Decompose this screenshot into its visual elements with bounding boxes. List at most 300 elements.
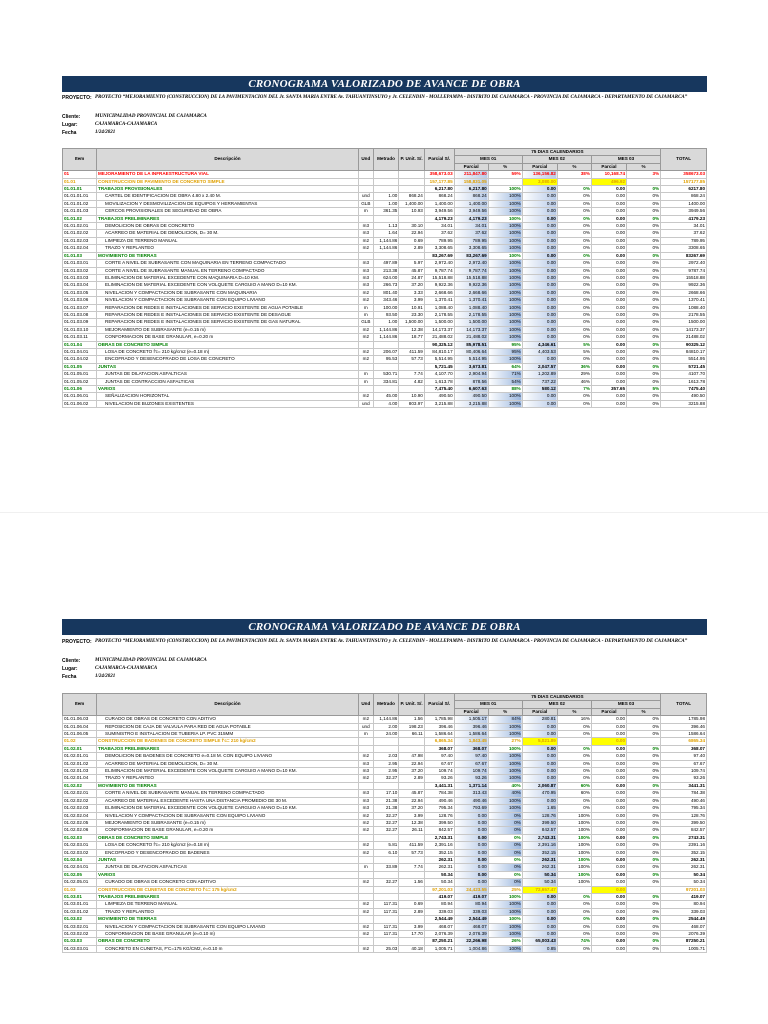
cell-mes01-pct: 100% bbox=[488, 311, 522, 318]
cell-mes01-pct: 100% bbox=[488, 908, 522, 915]
cell-mes03-pct: 0% bbox=[627, 731, 661, 738]
cell-mes02-pct: 0% bbox=[557, 208, 591, 215]
cell-mes02-pct: 0% bbox=[557, 805, 591, 812]
cell-description: CONFORMACION DE BASE GRANULAR, e=0.20 m bbox=[97, 827, 359, 834]
cell-item-code: 01.01.01.02 bbox=[63, 200, 97, 207]
cell-total: 490.50 bbox=[661, 393, 707, 400]
cell-unit bbox=[358, 856, 373, 863]
cell-parcial: 368.07 bbox=[424, 745, 454, 752]
cell-mes03-parcial: 0.00 bbox=[591, 805, 626, 812]
cell-mes01-parcial: 313.43 bbox=[454, 790, 488, 797]
cell-mes01-pct: 59% bbox=[488, 171, 522, 178]
cell-metrado: 1,144.86 bbox=[373, 237, 399, 244]
cell-total: 9922.36 bbox=[661, 282, 707, 289]
cell-metrado: 2.95 bbox=[373, 768, 399, 775]
cell-parcial: 50.34 bbox=[424, 871, 454, 878]
cell-mes01-parcial: 793.69 bbox=[454, 805, 488, 812]
cell-unit: m2 bbox=[358, 334, 373, 341]
cell-parcial: 3,949.56 bbox=[424, 208, 454, 215]
cell-unit-price: 45.87 bbox=[399, 267, 425, 274]
cell-parcial: 7,475.40 bbox=[424, 386, 454, 393]
cell-item-code: 01.01.03.05 bbox=[63, 289, 97, 296]
cell-mes01-pct: 100% bbox=[488, 916, 522, 923]
cell-mes03-parcial: 0.00 bbox=[591, 400, 626, 407]
group-row bbox=[63, 386, 707, 393]
cell-mes01-pct: 0% bbox=[488, 864, 522, 871]
cell-unit-price: 411.59 bbox=[399, 348, 425, 355]
cell-unit: m2 bbox=[358, 819, 373, 826]
cell-unit-price: 0.69 bbox=[399, 901, 425, 908]
cell-mes03-pct: 0% bbox=[627, 945, 661, 952]
col-punit: P. Unit. S/. bbox=[399, 694, 425, 716]
document-page-2 bbox=[0, 512, 768, 1024]
cell-mes03-parcial: 0.00 bbox=[591, 245, 626, 252]
cell-metrado: 95.53 bbox=[373, 356, 399, 363]
table-row bbox=[63, 326, 707, 333]
cell-mes02-pct: 100% bbox=[557, 871, 591, 878]
cell-mes01-parcial: 211,847.80 bbox=[454, 171, 488, 178]
cell-parcial: 5,721.45 bbox=[424, 363, 454, 370]
cell-mes02-parcial: 0.00 bbox=[522, 215, 557, 222]
cell-unit: m2 bbox=[358, 716, 373, 723]
cell-parcial: 842.57 bbox=[424, 827, 454, 834]
cell-unit: m bbox=[358, 864, 373, 871]
cell-parcial: 352.15 bbox=[424, 849, 454, 856]
cell-mes02-pct: 0% bbox=[557, 252, 591, 259]
cell-total: 5721.45 bbox=[661, 363, 707, 370]
cell-item-code: 01.01.02.04 bbox=[63, 245, 97, 252]
cell-item-code: 01.02.02.03 bbox=[63, 805, 97, 812]
cell-mes01-pct: 100% bbox=[488, 775, 522, 782]
cell-parcial: 1,586.64 bbox=[424, 731, 454, 738]
cell-total: 9787.74 bbox=[661, 267, 707, 274]
cell-metrado bbox=[373, 186, 399, 193]
cell-mes03-pct: 0% bbox=[627, 304, 661, 311]
cell-unit: m bbox=[358, 371, 373, 378]
cell-total: 3215.88 bbox=[661, 400, 707, 407]
cell-unit-price: 1,400.00 bbox=[399, 200, 425, 207]
cell-description: MOVIMIENTO DE TIERRAS bbox=[97, 782, 359, 789]
cell-item-code: 01 bbox=[63, 171, 97, 178]
cell-mes01-parcial: 0.00 bbox=[454, 849, 488, 856]
cell-mes02-parcial: 0.00 bbox=[522, 274, 557, 281]
group-row bbox=[63, 886, 707, 893]
table-row bbox=[63, 193, 707, 200]
cell-mes01-pct: 54% bbox=[488, 378, 522, 385]
cell-total: 368.07 bbox=[661, 745, 707, 752]
page-title: CRONOGRAMA VALORIZADO DE AVANCE DE OBRA bbox=[62, 76, 707, 92]
cell-unit: und bbox=[358, 193, 373, 200]
cell-mes03-parcial: 0.00 bbox=[591, 731, 626, 738]
cell-total: 2076.39 bbox=[661, 931, 707, 938]
cell-mes03-parcial: 10,168.74 bbox=[591, 171, 626, 178]
cell-unit: m2 bbox=[358, 753, 373, 760]
cell-unit bbox=[358, 341, 373, 348]
col-und: Und bbox=[358, 694, 373, 716]
cell-mes02-pct bbox=[557, 738, 591, 745]
cell-metrado: 117.31 bbox=[373, 923, 399, 930]
table-row bbox=[63, 827, 707, 834]
col-punit: P. Unit. S/. bbox=[399, 149, 425, 171]
cell-metrado: 334.81 bbox=[373, 378, 399, 385]
cell-unit: m3 bbox=[358, 260, 373, 267]
cell-mes01-parcial: 2,178.55 bbox=[454, 311, 488, 318]
cell-mes01-pct: 100% bbox=[488, 260, 522, 267]
cell-description: REPARACION DE REDES E INSTALACIONES DE SERVICIO EXISTENTE DE AGUA POTABLE bbox=[97, 304, 359, 311]
cell-item-code: 01.01.01.01 bbox=[63, 193, 97, 200]
cell-description: JUNTAS DE DILATACION ASFALTICAS bbox=[97, 371, 359, 378]
cell-mes01-parcial: 490.46 bbox=[454, 797, 488, 804]
cell-mes03-parcial: 0.00 bbox=[591, 282, 626, 289]
cell-item-code: 01.02.02.05 bbox=[63, 819, 97, 826]
cell-mes03-pct: 0% bbox=[627, 812, 661, 819]
cell-description: LIMPIEZA DE TERRENO MANUAL bbox=[97, 901, 359, 908]
cell-total: 358673.03 bbox=[661, 171, 707, 178]
cell-mes01-pct: 100% bbox=[488, 186, 522, 193]
cell-parcial: 789.95 bbox=[424, 237, 454, 244]
cell-total: 80.94 bbox=[661, 901, 707, 908]
cell-mes02-pct: 0% bbox=[557, 282, 591, 289]
cell-mes03-parcial: 0.00 bbox=[591, 334, 626, 341]
cell-item-code: 01.02.05 bbox=[63, 871, 97, 878]
cell-metrado: 4.00 bbox=[373, 400, 399, 407]
cell-unit-price: 411.59 bbox=[399, 842, 425, 849]
cell-mes01-parcial: 1,843.45 bbox=[454, 738, 488, 745]
cell-mes01-parcial: 34.01 bbox=[454, 223, 488, 230]
cell-mes02-pct: 0% bbox=[557, 230, 591, 237]
cell-metrado bbox=[373, 341, 399, 348]
cell-mes02-pct: 0% bbox=[557, 945, 591, 952]
cell-description: SUMINISTRO E INSTALACION DE TUBERIA LP. PVC 315MM bbox=[97, 731, 359, 738]
cell-mes03-parcial: 0.00 bbox=[591, 879, 626, 886]
col-descripcion: Descripción bbox=[97, 149, 359, 171]
cell-parcial: 9,787.74 bbox=[424, 267, 454, 274]
cell-parcial: 795.34 bbox=[424, 805, 454, 812]
cell-mes01-parcial: 4,179.23 bbox=[454, 215, 488, 222]
col-mes02-pct: % bbox=[557, 163, 591, 170]
table-row bbox=[63, 864, 707, 871]
cell-mes02-parcial: 262.31 bbox=[522, 864, 557, 871]
cell-metrado bbox=[373, 178, 399, 185]
cell-total: 2544.49 bbox=[661, 916, 707, 923]
cell-mes02-pct: 0% bbox=[557, 775, 591, 782]
cell-item-code: 01.01.06.02 bbox=[63, 400, 97, 407]
group-row bbox=[63, 893, 707, 900]
cell-mes02-pct: 0% bbox=[557, 245, 591, 252]
cell-mes02-pct: 0% bbox=[557, 215, 591, 222]
cell-item-code: 01.01.01.03 bbox=[63, 208, 97, 215]
cell-total: 1088.40 bbox=[661, 304, 707, 311]
cell-mes01-pct: 100% bbox=[488, 237, 522, 244]
cell-mes01-pct: 100% bbox=[488, 760, 522, 767]
cell-description: MOVILIZACION Y DESMOVILIZACION DE EQUIPOS Y HERRAMIENTAS bbox=[97, 200, 359, 207]
cell-mes01-parcial: 868.24 bbox=[454, 193, 488, 200]
cell-mes01-parcial: 0.00 bbox=[454, 812, 488, 819]
cell-mes03-parcial: 0.00 bbox=[591, 252, 626, 259]
cell-item-code: 01.01 bbox=[63, 178, 97, 185]
cell-mes02-parcial: 50.34 bbox=[522, 871, 557, 878]
cell-description: MEJORAMIENTO DE SUBRASANTE (e=0.15 m) bbox=[97, 326, 359, 333]
cell-total: 87250.21 bbox=[661, 938, 707, 945]
cell-mes01-parcial: 2,076.39 bbox=[454, 931, 488, 938]
cell-mes02-parcial: 128.76 bbox=[522, 812, 557, 819]
cell-mes03-parcial: 0.00 bbox=[591, 274, 626, 281]
cell-total: 1613.78 bbox=[661, 378, 707, 385]
cell-unit: m bbox=[358, 304, 373, 311]
cell-mes02-pct: 29% bbox=[557, 371, 591, 378]
cell-unit-price: 12.38 bbox=[399, 819, 425, 826]
col-mes02-parcial: Parcial bbox=[522, 708, 557, 715]
cell-mes01-parcial: 21,488.02 bbox=[454, 334, 488, 341]
col-mes03-parcial: Parcial bbox=[591, 163, 626, 170]
cell-item-code: 01.01.03.02 bbox=[63, 267, 97, 274]
cell-unit: m3 bbox=[358, 282, 373, 289]
cell-mes03-parcial: 0.00 bbox=[591, 311, 626, 318]
cell-mes02-pct: 0% bbox=[557, 260, 591, 267]
cell-mes03-parcial: 0.00 bbox=[591, 893, 626, 900]
cell-unit-price bbox=[399, 834, 425, 841]
cell-mes03-parcial: 0.00 bbox=[591, 297, 626, 304]
cell-description: TRAZO Y REPLANTEO bbox=[97, 908, 359, 915]
cell-item-code: 01.01.03 bbox=[63, 252, 97, 259]
cell-mes02-parcial: 0.00 bbox=[522, 731, 557, 738]
cell-parcial: 21,488.02 bbox=[424, 334, 454, 341]
cell-mes02-pct: 0% bbox=[557, 901, 591, 908]
cell-mes02-parcial: 0.00 bbox=[522, 200, 557, 207]
cell-parcial: 97.40 bbox=[424, 753, 454, 760]
fecha-value: 1/24/2021 bbox=[95, 130, 116, 135]
cell-unit: m2 bbox=[358, 775, 373, 782]
cell-description: TRABAJOS PRELIMINARES bbox=[97, 893, 359, 900]
cell-mes01-pct: 100% bbox=[488, 893, 522, 900]
cell-mes02-pct: 0% bbox=[557, 237, 591, 244]
cell-parcial: 784.38 bbox=[424, 790, 454, 797]
cell-mes02-parcial: 0.00 bbox=[522, 931, 557, 938]
cell-total: 468.07 bbox=[661, 923, 707, 930]
cell-mes03-pct: 0% bbox=[627, 348, 661, 355]
cell-unit-price: 4.82 bbox=[399, 378, 425, 385]
cell-unit-price bbox=[399, 363, 425, 370]
proyecto-label: PROYECTO: bbox=[62, 95, 92, 101]
cell-mes03-pct: 0% bbox=[627, 864, 661, 871]
cell-description: JUNTAS bbox=[97, 363, 359, 370]
cell-total: 842.57 bbox=[661, 827, 707, 834]
cell-mes02-pct: 38% bbox=[557, 171, 591, 178]
cell-mes01-parcial: 1,500.00 bbox=[454, 319, 488, 326]
cell-mes01-parcial: 396.46 bbox=[454, 723, 488, 730]
cell-unit-price: 47.98 bbox=[399, 753, 425, 760]
cell-mes02-pct: 60% bbox=[557, 790, 591, 797]
cell-metrado: 343.46 bbox=[373, 297, 399, 304]
cell-mes02-pct: 100% bbox=[557, 834, 591, 841]
cell-description: NIVELACION Y COMPACTACION DE SUBRASANTE CON EQUIPO LIVIANO bbox=[97, 297, 359, 304]
col-mes03-pct: % bbox=[627, 163, 661, 170]
cell-mes01-pct: 95% bbox=[488, 341, 522, 348]
cell-parcial: 1,088.40 bbox=[424, 304, 454, 311]
cell-unit bbox=[358, 363, 373, 370]
cell-unit: und bbox=[358, 400, 373, 407]
cell-item-code: 01.03.01.01 bbox=[63, 901, 97, 908]
cell-mes02-parcial: 0.00 bbox=[522, 753, 557, 760]
table-row bbox=[63, 849, 707, 856]
cell-item-code: 01.03.01.02 bbox=[63, 908, 97, 915]
cell-total: 97.40 bbox=[661, 753, 707, 760]
lugar-value: CAJAMARCA-CAJAMARCA bbox=[95, 122, 158, 127]
cell-metrado: 117.31 bbox=[373, 931, 399, 938]
cell-mes02-parcial: 0.00 bbox=[522, 334, 557, 341]
cell-mes03-parcial: 0.00 bbox=[591, 775, 626, 782]
cell-unit: m3 bbox=[358, 230, 373, 237]
cell-parcial: 868.24 bbox=[424, 193, 454, 200]
cell-item-code: 01.01.03.11 bbox=[63, 334, 97, 341]
cell-mes01-parcial: 2,668.66 bbox=[454, 289, 488, 296]
cell-description: SEÑALIZACION HORIZONTAL bbox=[97, 393, 359, 400]
cell-description: CORTE A NIVEL DE SUBRASANTE MANUAL EN TERRENO COMPACTADO bbox=[97, 267, 359, 274]
cell-item-code: 01.02 bbox=[63, 738, 97, 745]
cell-total: 50.34 bbox=[661, 879, 707, 886]
cell-mes03-pct: 0% bbox=[627, 760, 661, 767]
cell-total: 97201.03 bbox=[661, 886, 707, 893]
cell-mes01-pct: 0% bbox=[488, 879, 522, 886]
cell-mes03-parcial: 0.00 bbox=[591, 871, 626, 878]
table-row bbox=[63, 311, 707, 318]
cell-mes03-pct: 0% bbox=[627, 805, 661, 812]
cell-mes03-pct bbox=[627, 178, 661, 185]
cell-total: 868.24 bbox=[661, 193, 707, 200]
cell-mes02-parcial: 470.95 bbox=[522, 790, 557, 797]
cell-unit-price: 30.10 bbox=[399, 223, 425, 230]
cell-item-code: 01.02.03.01 bbox=[63, 842, 97, 849]
cell-parcial: 97,201.03 bbox=[424, 886, 454, 893]
cell-mes03-pct: 0% bbox=[627, 186, 661, 193]
cell-unit: m bbox=[358, 378, 373, 385]
cell-unit-price: 57.73 bbox=[399, 849, 425, 856]
cell-mes01-pct: 0% bbox=[488, 856, 522, 863]
cell-mes01-pct: 100% bbox=[488, 319, 522, 326]
cell-item-code: 01.01.02.03 bbox=[63, 237, 97, 244]
cell-item-code: 01.01.05.01 bbox=[63, 371, 97, 378]
cell-mes01-parcial: 22,266.98 bbox=[454, 938, 488, 945]
cell-unit-price: 3.99 bbox=[399, 812, 425, 819]
cell-unit-price: 17.70 bbox=[399, 931, 425, 938]
table-row bbox=[63, 901, 707, 908]
cell-mes02-pct: 0% bbox=[557, 931, 591, 938]
cell-unit: m3 bbox=[358, 274, 373, 281]
cell-mes02-parcial: 0.00 bbox=[522, 319, 557, 326]
cell-mes03-pct: 0% bbox=[627, 723, 661, 730]
cell-mes01-parcial: 15,518.88 bbox=[454, 274, 488, 281]
cell-unit: m3 bbox=[358, 797, 373, 804]
table-row bbox=[63, 923, 707, 930]
cell-total: 109.74 bbox=[661, 768, 707, 775]
fecha-value: 1/24/2021 bbox=[95, 674, 116, 679]
cell-unit-price: 1,500.00 bbox=[399, 319, 425, 326]
cell-metrado: 1,144.86 bbox=[373, 334, 399, 341]
cell-mes01-pct: 100% bbox=[488, 245, 522, 252]
cell-mes02-pct: 0% bbox=[557, 797, 591, 804]
cell-mes03-parcial: 0.00 bbox=[591, 938, 626, 945]
cell-mes03-parcial: 0.00 bbox=[591, 931, 626, 938]
cell-total: 3949.56 bbox=[661, 208, 707, 215]
group-row bbox=[63, 252, 707, 259]
cell-mes01-parcial: 37.62 bbox=[454, 230, 488, 237]
cell-mes02-pct: 0% bbox=[557, 223, 591, 230]
cell-mes03-pct: 0% bbox=[627, 797, 661, 804]
cell-description: CONSTRUCCION DE BADENES DE CONCRETO SIMPLE f'c= 210 kg/cm2 bbox=[97, 738, 359, 745]
cell-parcial: 396.46 bbox=[424, 723, 454, 730]
cell-mes01-pct: 0% bbox=[488, 834, 522, 841]
cell-unit bbox=[358, 738, 373, 745]
cell-mes03-pct: 0% bbox=[627, 267, 661, 274]
cell-mes03-parcial: 0.00 bbox=[591, 916, 626, 923]
cell-mes01-parcial: 1,088.40 bbox=[454, 304, 488, 311]
cell-mes02-parcial: 842.57 bbox=[522, 827, 557, 834]
schedule-table bbox=[62, 148, 707, 408]
cell-mes03-parcial: 0.00 bbox=[591, 356, 626, 363]
cell-mes03-parcial: 0.00 bbox=[591, 223, 626, 230]
cell-description: MEJORAMIENTO DE SUBRASANTE (e=0.15 m) bbox=[97, 819, 359, 826]
col-mes02-pct: % bbox=[557, 708, 591, 715]
col-metrado: Metrado bbox=[373, 694, 399, 716]
cell-mes02-pct: 5% bbox=[557, 348, 591, 355]
cell-description: VARIOS bbox=[97, 871, 359, 878]
cell-item-code: 01.01.02.02 bbox=[63, 230, 97, 237]
cell-item-code: 01.03 bbox=[63, 886, 97, 893]
cell-mes02-pct: 0% bbox=[557, 908, 591, 915]
cell-metrado: 1.00 bbox=[373, 200, 399, 207]
cell-unit-price: 22.94 bbox=[399, 797, 425, 804]
cell-mes01-pct: 27% bbox=[488, 738, 522, 745]
table-row bbox=[63, 908, 707, 915]
cell-parcial: 84,810.17 bbox=[424, 348, 454, 355]
cell-metrado: 2.00 bbox=[373, 723, 399, 730]
cell-description: JUNTAS DE DILATACION ASFALTICAS bbox=[97, 864, 359, 871]
cell-mes03-pct: 0% bbox=[627, 341, 661, 348]
cell-mes01-parcial: 93.26 bbox=[454, 775, 488, 782]
cell-metrado bbox=[373, 171, 399, 178]
cell-unit-price: 3.33 bbox=[399, 289, 425, 296]
cell-mes02-parcial: 0.00 bbox=[522, 393, 557, 400]
cell-mes01-pct: 0% bbox=[488, 812, 522, 819]
cell-item-code: 01.01.03.04 bbox=[63, 282, 97, 289]
cell-item-code: 01.01.01 bbox=[63, 186, 97, 193]
cell-mes02-pct: 0% bbox=[557, 731, 591, 738]
cell-mes03-pct: 0% bbox=[627, 716, 661, 723]
cell-mes02-pct: 74% bbox=[557, 938, 591, 945]
cell-unit bbox=[358, 893, 373, 900]
cell-mes03-pct: 5% bbox=[627, 386, 661, 393]
cell-mes02-pct: 60% bbox=[557, 782, 591, 789]
group-row bbox=[63, 871, 707, 878]
cell-mes02-parcial: 737.22 bbox=[522, 378, 557, 385]
cell-parcial: 1,500.00 bbox=[424, 319, 454, 326]
table-row bbox=[63, 378, 707, 385]
cell-parcial: 1,005.71 bbox=[424, 945, 454, 952]
table-row bbox=[63, 267, 707, 274]
cell-unit bbox=[358, 252, 373, 259]
cell-unit: m bbox=[358, 208, 373, 215]
cell-mes01-parcial: 419.07 bbox=[454, 893, 488, 900]
cell-mes02-pct: 0% bbox=[557, 768, 591, 775]
cell-mes02-pct: 100% bbox=[557, 849, 591, 856]
cell-mes01-parcial: 878.56 bbox=[454, 378, 488, 385]
cell-total: 789.95 bbox=[661, 237, 707, 244]
cell-mes02-parcial: 262.31 bbox=[522, 856, 557, 863]
cell-mes03-pct: 0% bbox=[627, 371, 661, 378]
cell-metrado: 2.95 bbox=[373, 760, 399, 767]
cell-mes02-pct: 100% bbox=[557, 827, 591, 834]
cell-description: NIVELACION Y COMPACTACION DE SUBRASANTE CON EQUIPO LIVIANO bbox=[97, 923, 359, 930]
